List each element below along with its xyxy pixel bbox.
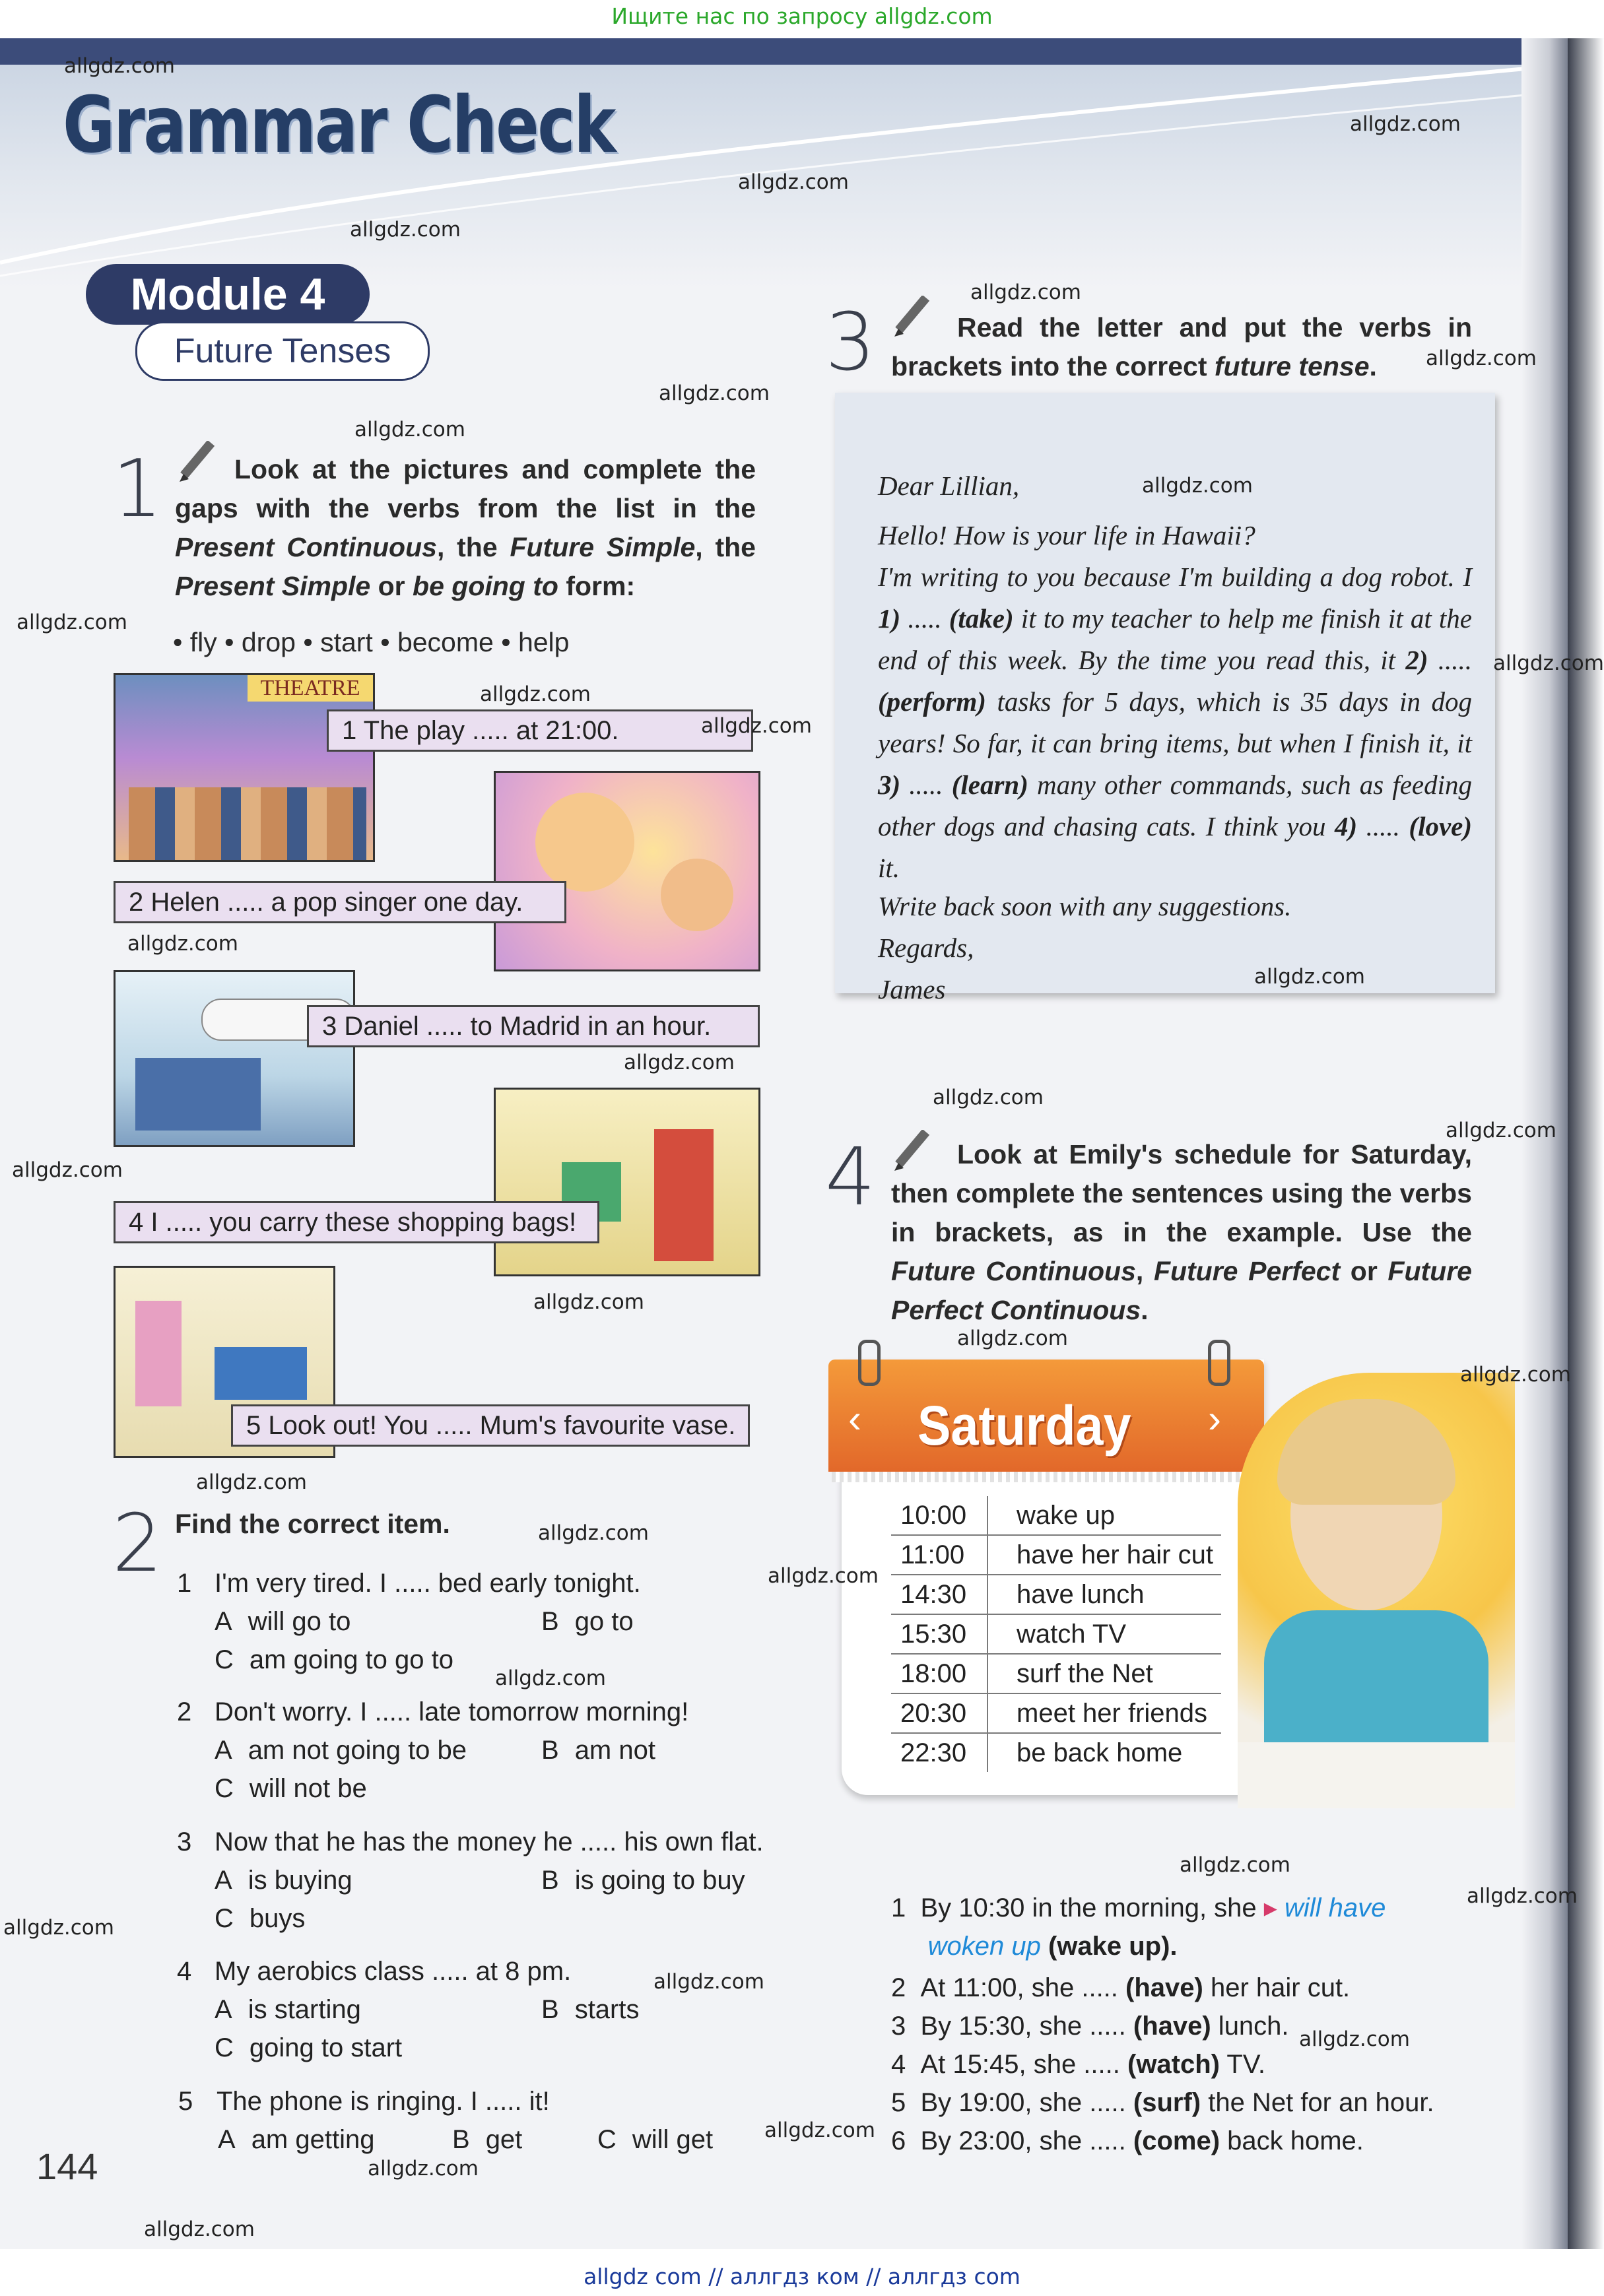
question-text: My aerobics class ..... at 8 pm.	[215, 1957, 572, 1986]
emily-photo	[1238, 1373, 1515, 1808]
letter-line: Hello! How is your life in Hawaii?	[878, 520, 1255, 550]
calendar-day-title: Saturday	[918, 1394, 1131, 1457]
watermark: allgdz.com	[533, 1290, 644, 1314]
schedule-row: 10:00 wake up	[891, 1496, 1221, 1536]
question-number: 3	[177, 1827, 192, 1856]
calendar-perforation	[832, 1472, 1261, 1482]
calendar-ring	[1208, 1340, 1230, 1386]
watermark: allgdz.com	[624, 1051, 735, 1074]
exercise-1-number: 1	[112, 443, 163, 535]
watermark: allgdz.com	[970, 280, 1081, 304]
page-number: 144	[36, 2146, 98, 2187]
ex4-sentence-4: 4 At 15:45, she ..... (watch) TV.	[891, 2050, 1265, 2079]
option-c: C am going to go to	[215, 1645, 453, 1674]
ex1-item-5: 5 Look out! You ..... Mum's favourite vase.	[231, 1404, 750, 1447]
watermark: allgdz.com	[12, 1158, 123, 1182]
letter-salutation: Dear Lillian,	[878, 471, 1020, 501]
watermark: allgdz.com	[3, 1916, 114, 1940]
watermark: allgdz.com	[368, 2157, 479, 2181]
watermark: allgdz.com	[144, 2217, 255, 2241]
watermark: allgdz.com	[1142, 474, 1253, 498]
watermark: allgdz.com	[1446, 1119, 1556, 1142]
watermark: allgdz.com	[350, 218, 461, 242]
watermark: allgdz.com	[957, 1327, 1068, 1350]
letter-line: Write back soon with any suggestions.	[878, 891, 1292, 921]
option-c: C will get	[597, 2125, 714, 2154]
exercise-4-number: 4	[825, 1132, 876, 1224]
watermark: allgdz.com	[354, 418, 465, 442]
watermark: allgdz.com	[1493, 651, 1604, 675]
option-b: B go to	[541, 1607, 634, 1636]
option-a: A is starting	[215, 1995, 361, 2024]
watermark: allgdz.com	[1460, 1363, 1571, 1387]
watermark: allgdz.com	[196, 1470, 307, 1494]
option-a: A will go to	[215, 1607, 351, 1636]
watermark: allgdz.com	[1467, 1884, 1578, 1908]
watermark: allgdz.com	[659, 381, 770, 405]
letter-body: I'm writing to you because I'm building a dog robot. I 1) ..... (take) it to my teacher to help me finish it at the end of this week. By the time you read this, it 2) ..... (perform) tasks for 5 days, which is 35 days in dog years! So far, it can bring items, but when I finish it, it 3) ..... (learn) many other commands, such as feeding other dogs and chasing cats. I think you 4) ..... (love) it.	[878, 562, 1473, 883]
watermark: allgdz.com	[1350, 112, 1461, 136]
question-text: The phone is ringing. I ..... it!	[217, 2087, 550, 2116]
option-b: B is going to buy	[541, 1866, 745, 1895]
watermark: allgdz.com	[1180, 1853, 1290, 1877]
page-edge-shadow	[1568, 38, 1604, 2249]
option-b: B get	[452, 2125, 523, 2154]
module-label: Module 4	[86, 264, 370, 325]
watermark: allgdz.com	[538, 1521, 649, 1545]
question-number: 4	[177, 1957, 192, 1986]
option-a: A is buying	[215, 1866, 352, 1895]
watermark: allgdz.com	[17, 610, 127, 634]
schedule-row: 14:30 have lunch	[891, 1575, 1221, 1615]
option-b: B starts	[541, 1995, 640, 2024]
ex1-item-4: 4 I ..... you carry these shopping bags!	[114, 1201, 599, 1243]
schedule-row: 15:30 watch TV	[891, 1615, 1221, 1655]
shopping-picture	[494, 1088, 760, 1276]
watermark: allgdz.com	[738, 170, 849, 194]
letter-closing: Regards,	[878, 933, 974, 963]
exercise-3-instructions: Read the letter and put the verbs in brackets into the correct future tense.	[891, 312, 1472, 381]
ex4-sentence-3: 3 By 15:30, she ..... (have) lunch.	[891, 2012, 1289, 2041]
exercise-4-instructions: Look at Emily's schedule for Saturday, then complete the sentences using the verbs in brackets, as in the example. Use the Future Continuous, Future Perfect or Future Perfect Continuous.	[891, 1139, 1472, 1325]
ex4-sentence-2: 2 At 11:00, she ..... (have) her hair cut.	[891, 1973, 1351, 2002]
schedule-row: 20:30 meet her friends	[891, 1694, 1221, 1734]
option-b: B am not	[541, 1736, 655, 1765]
section-subtitle: Future Tenses	[135, 321, 430, 381]
theatre-picture	[114, 673, 375, 862]
schedule-row: 18:00 surf the Net	[891, 1655, 1221, 1694]
question-text: Now that he has the money he ..... his own flat.	[215, 1827, 764, 1856]
question-text: I'm very tired. I ..... bed early tonight.	[215, 1569, 641, 1598]
watermark: allgdz.com	[1299, 2027, 1410, 2051]
watermark: allgdz.com	[701, 714, 812, 738]
exercise-2-instructions: Find the correct item.	[175, 1509, 450, 1539]
ex1-item-3: 3 Daniel ..... to Madrid in an hour.	[307, 1005, 760, 1047]
watermark: allgdz.com	[768, 1564, 879, 1588]
watermark: allgdz.com	[653, 1970, 764, 1994]
ex1-item-1: 1 The play ..... at 21:00.	[327, 709, 753, 752]
watermark: allgdz.com	[1426, 346, 1537, 370]
question-text: Don't worry. I ..... late tomorrow morning!	[215, 1697, 689, 1726]
option-c: C will not be	[215, 1774, 367, 1803]
watermark: allgdz.com	[127, 932, 238, 956]
calendar-ring	[858, 1340, 881, 1386]
singer-picture	[494, 771, 760, 971]
watermark: allgdz.com	[495, 1666, 606, 1690]
option-a: A am getting	[218, 2125, 375, 2154]
calendar-next-arrow: ›	[1208, 1396, 1221, 1441]
watermark: allgdz.com	[64, 54, 175, 78]
theatre-sign: THEATRE	[248, 675, 373, 702]
option-c: C going to start	[215, 2033, 403, 2062]
exercise-3-number: 3	[825, 297, 876, 389]
watermark: allgdz.com	[933, 1086, 1044, 1109]
watermark: allgdz.com	[480, 682, 591, 706]
question-number: 5	[178, 2087, 193, 2116]
option-a: A am not going to be	[215, 1736, 467, 1765]
watermark: allgdz.com	[764, 2118, 875, 2142]
exercise-1-instructions: Look at the pictures and complete the gaps with the verbs from the list in the Present Continuous, the Future Simple, the Present Simple or be going to form:	[175, 454, 756, 601]
airport-picture	[114, 970, 355, 1147]
question-number: 2	[177, 1697, 192, 1726]
bottom-banner: allgdz com // аллгдз ком // аллгдз com	[584, 2264, 1020, 2289]
schedule-divider	[987, 1496, 988, 1772]
schedule-row: 22:30 be back home	[900, 1738, 1183, 1767]
watermark: allgdz.com	[1254, 965, 1365, 989]
option-c: C buys	[215, 1904, 306, 1933]
ex4-sentence-5: 5 By 19:00, she ..... (surf) the Net for an hour.	[891, 2088, 1434, 2117]
schedule-row: 11:00 have her hair cut	[891, 1536, 1221, 1575]
verb-list: • fly • drop • start • become • help	[173, 627, 570, 657]
top-banner: Ищите нас по запросу allgdz.com	[611, 3, 993, 29]
ex1-item-2: 2 Helen ..... a pop singer one day.	[114, 881, 566, 923]
ex4-sentence-6: 6 By 23:00, she ..... (come) back home.	[891, 2126, 1364, 2155]
calendar-prev-arrow: ‹	[848, 1396, 861, 1441]
letter-signature: James	[878, 974, 946, 1004]
question-number: 1	[177, 1569, 192, 1598]
page-title: Grammar Check	[63, 79, 615, 170]
exercise-2-number: 2	[112, 1498, 163, 1590]
ex4-sentence-1: 1 By 10:30 in the morning, she ▸ will have woken up (wake up).	[891, 1893, 1386, 1961]
